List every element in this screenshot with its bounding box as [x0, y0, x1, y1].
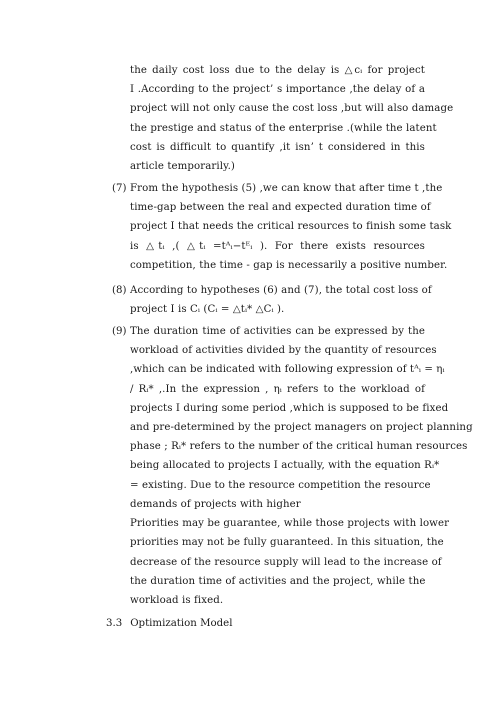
body-line: workload of activities divided by the quantity of resources: [130, 345, 437, 357]
body-line: decrease of the resource supply will lead to the increase of: [130, 556, 442, 568]
item-number: (7): [112, 183, 127, 194]
body-line: = existing. Due to the resource competition the resource: [130, 479, 431, 491]
body-line: cost is difficult to quantify ,it isn’ t considered in this: [130, 141, 425, 153]
body-line: the daily cost loss due to the delay is △cᵢ for project: [130, 65, 425, 76]
body-line: competition, the time - gap is necessarily a positive number.: [130, 259, 448, 271]
body-line: project I is Cᵢ (Cᵢ = △tᵢ* △Cᵢ ).: [130, 304, 285, 316]
body-line: From the hypothesis (5) ,we can know that after time t ,the: [130, 183, 443, 194]
body-line: The duration time of activities can be expressed by the: [130, 326, 425, 337]
body-line: is △tᵢ ,( △tᵢ =tᴬᵢ−tᴱᵢ ). For there exists resources: [130, 240, 425, 252]
item-number: (9): [112, 326, 127, 337]
body-line: projects I during some period ,which is supposed to be fixed: [130, 402, 449, 414]
body-line: the duration time of activities and the project, while the: [130, 575, 426, 587]
body-line: demands of projects with higher: [130, 499, 301, 510]
body-line: project I that needs the critical resources to finish some task: [130, 221, 452, 233]
body-line: / Rᵢ* ,.In the expression , ηᵢ refers to the workload of: [130, 383, 425, 395]
section-heading: [106, 617, 232, 631]
body-line: phase ; Rᵢ* refers to the number of the critical human resources: [130, 441, 468, 453]
section-title: Optimization Model: [130, 618, 233, 630]
body-line: According to hypotheses (6) and (7), the total cost loss of: [130, 285, 432, 296]
body-line: priorities may not be fully guaranteed. In this situation, the: [130, 537, 444, 549]
body-line: and pre-determined by the project managers on project planning: [130, 422, 473, 433]
item-number: (8): [112, 285, 127, 296]
body-line: I .According to the project’ s importance ,the delay of a: [130, 84, 425, 96]
body-line: the prestige and status of the enterprise .(while the latent: [130, 122, 437, 134]
body-line: workload is fixed.: [130, 595, 224, 606]
body-line: project will not only cause the cost loss ,but will also damage: [130, 103, 454, 115]
body-line: Priorities may be guarantee, while those projects with lower: [130, 518, 450, 530]
body-line: article temporarily.): [130, 161, 236, 172]
body-line: being allocated to projects I actually, with the equation Rᵢ*: [130, 460, 440, 472]
body-line: time-gap between the real and expected duration time of: [130, 202, 431, 214]
body-line: ,which can be indicated with following expression of tᴬᵢ = ηᵢ: [130, 364, 445, 376]
section-number: 3.3: [106, 618, 123, 630]
